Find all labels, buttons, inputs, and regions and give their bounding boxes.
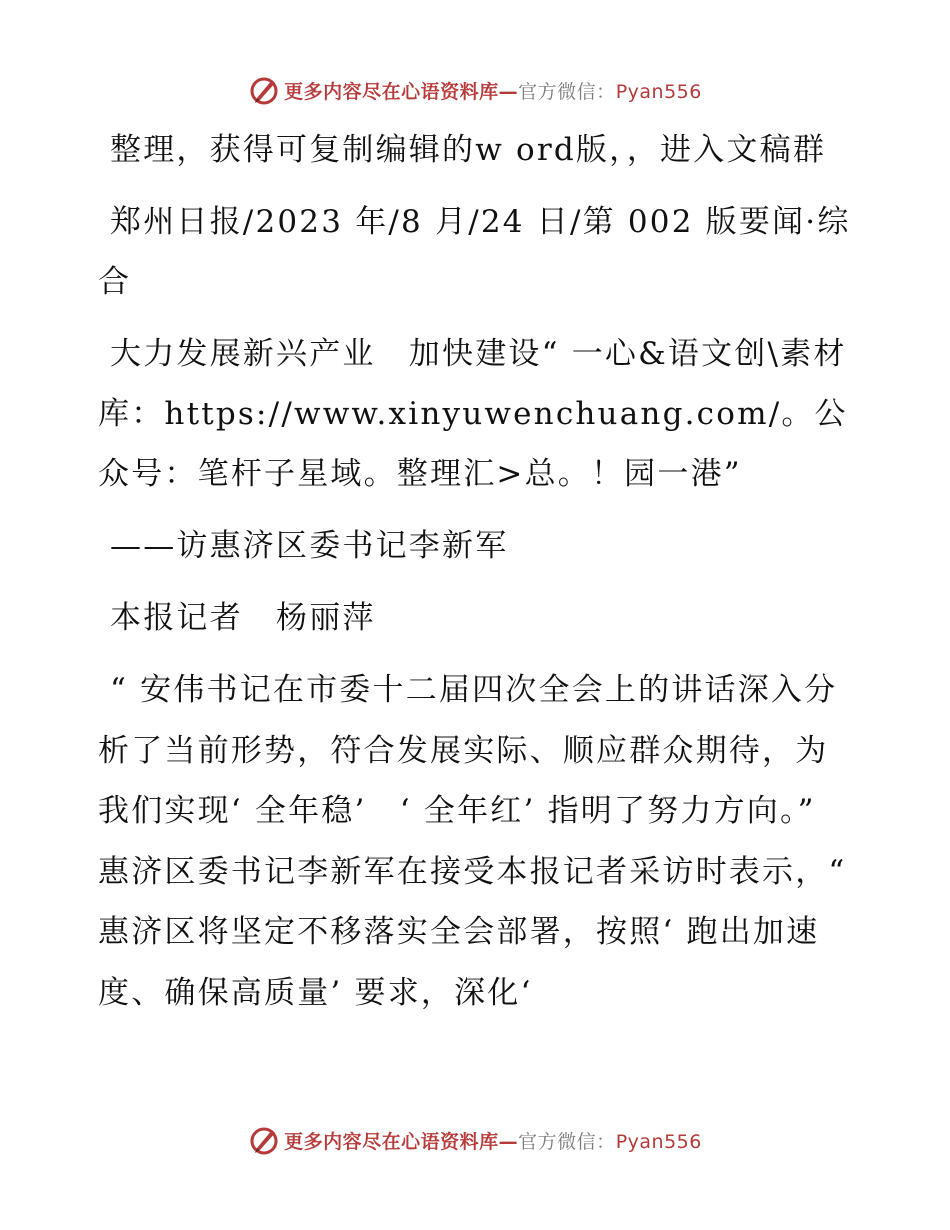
byline: 本报记者 杨丽萍 (110, 600, 376, 636)
watermark-banner-top (0, 72, 950, 108)
watermark-banner-bottom (0, 1122, 950, 1158)
watermark-wechat-id: Pyan556 (615, 80, 702, 103)
watermark-text (284, 1127, 702, 1154)
intro-line: 整理，获得可复制编辑的w ord版，，进入文稿群 (110, 132, 827, 168)
subheadline: ——访惠济区委书记李新军 (110, 528, 509, 564)
watermark-main-text: 更多内容尽在心语资料库— (284, 80, 519, 103)
watermark-text (284, 77, 702, 104)
quill-pen-logo-icon (248, 74, 280, 106)
headline: 大力发展新兴产业 加快建设“ 一心&语文创\素材库：https://www.xinyuwenchuang.com/。公众号：笔杆子星域。整理汇>总。！园一港” (98, 336, 848, 492)
watermark-wechat-label: 官方微信： (518, 1130, 616, 1153)
source-line: 郑州日报/2023 年/8 月/24 日/第 002 版要闻·综合 (98, 204, 851, 300)
body-paragraph: “ 安伟书记在市委十二届四次全会上的讲话深入分析了当前形势，符合发展实际、顺应群众期待，为我们实现‘ 全年稳’ ‘ 全年红’ 指明了努力方向。” 惠济区委书记李新军在接受本报记者采访时表示，“ 惠济区将坚定不移落实全会部署，按照‘ 跑出加速度、确保高质量’ 要求，深化‘ (98, 672, 847, 1011)
document-body (98, 120, 853, 1035)
quill-pen-logo-icon (248, 1124, 280, 1156)
watermark-main-text: 更多内容尽在心语资料库— (284, 1130, 519, 1153)
watermark-wechat-id: Pyan556 (615, 1130, 702, 1153)
watermark-wechat-label: 官方微信： (518, 80, 616, 103)
